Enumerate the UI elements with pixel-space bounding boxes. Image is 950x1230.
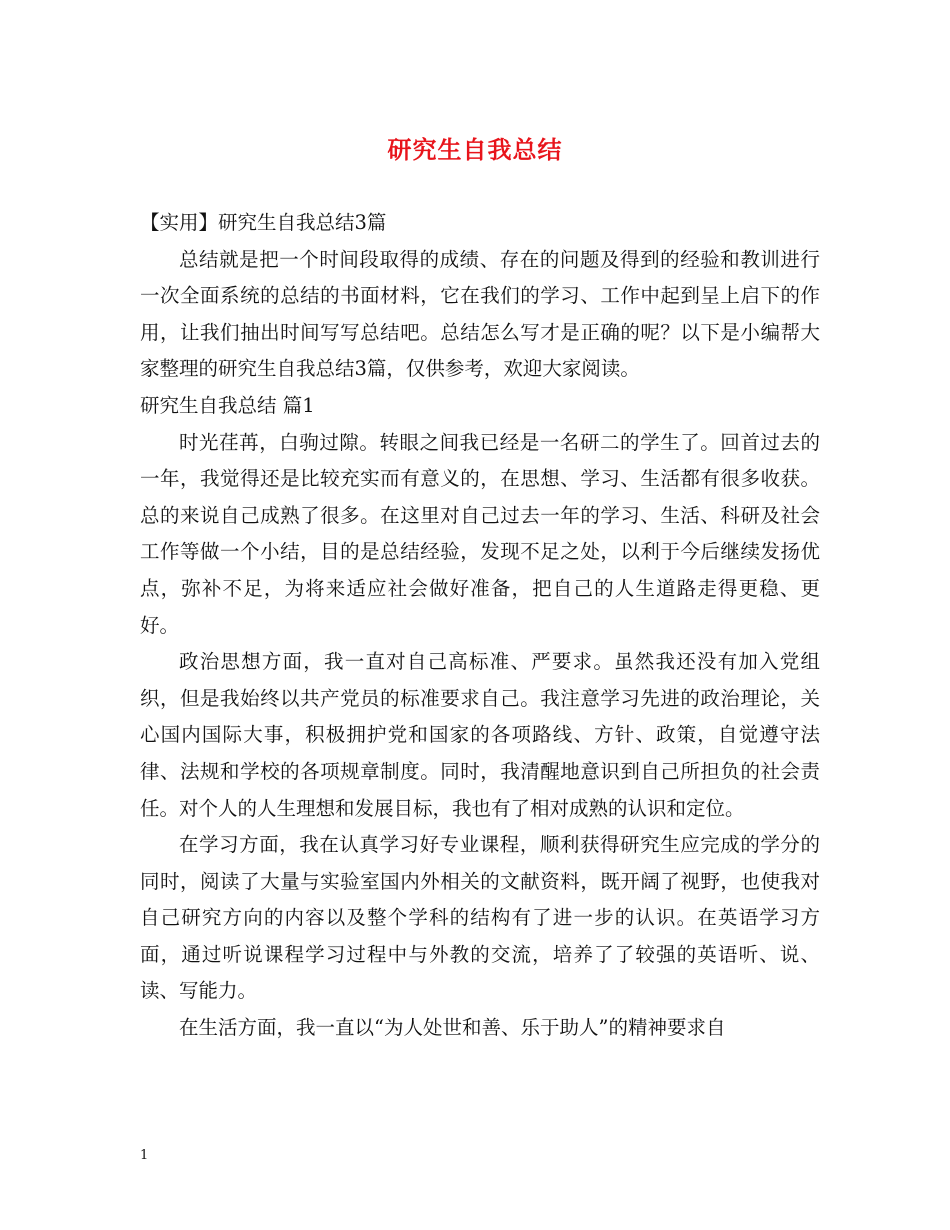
document-body bbox=[140, 205, 820, 1047]
document-subtitle: 【实用】研究生自我总结3篇 bbox=[140, 211, 387, 234]
document-title: 研究生自我总结 bbox=[387, 135, 563, 164]
body-paragraph-1: 时光荏苒，白驹过隙。转眼之间我已经是一名研二的学生了。回首过去的一年，我觉得还是比较充实而有意义的，在思想、学习、生活都有很多收获。总的来说自己成熟了很多。在这里对自己过去一年的学习、生活、科研及社会工作等做一个小结，目的是总结经验，发现不足之处，以利于今后继续发扬优点，弥补不足，为将来适应社会做好准备，把自己的人生道路走得更稳、更好。 bbox=[140, 430, 820, 637]
intro-paragraph: 总结就是把一个时间段取得的成绩、存在的问题及得到的经验和教训进行一次全面系统的总结的书面材料，它在我们的学习、工作中起到呈上启下的作用，让我们抽出时间写写总结吧。总结怎么写才是正确的呢？以下是小编帮大家整理的研究生自我总结3篇，仅供参考，欢迎大家阅读。 bbox=[140, 247, 820, 381]
page-number: 1 bbox=[140, 1148, 149, 1163]
body-paragraph-3: 在学习方面，我在认真学习好专业课程，顺利获得研究生应完成的学分的同时，阅读了大量与实验室国内外相关的文献资料，既开阔了视野，也使我对自己研究方向的内容以及整个学科的结构有了进一步的认识。在英语学习方面，通过听说课程学习过程中与外教的交流，培养了了较强的英语听、说、读、写能力。 bbox=[140, 833, 820, 1003]
section-heading: 研究生自我总结 篇1 bbox=[140, 393, 315, 417]
body-paragraph-4: 在生活方面，我一直以“为人处世和善、乐于助人”的精神要求自 bbox=[179, 1016, 726, 1040]
body-paragraph-2: 政治思想方面，我一直对自己高标准、严要求。虽然我还没有加入党组织，但是我始终以共产党员的标准要求自己。我注意学习先进的政治理论，关心国内国际大事，积极拥护党和国家的各项路线、方针、政策，自觉遵守法律、法规和学校的各项规章制度。同时，我清醒地意识到自己所担负的社会责任。对个人的人生理想和发展目标，我也有了相对成熟的认识和定位。 bbox=[140, 650, 820, 820]
